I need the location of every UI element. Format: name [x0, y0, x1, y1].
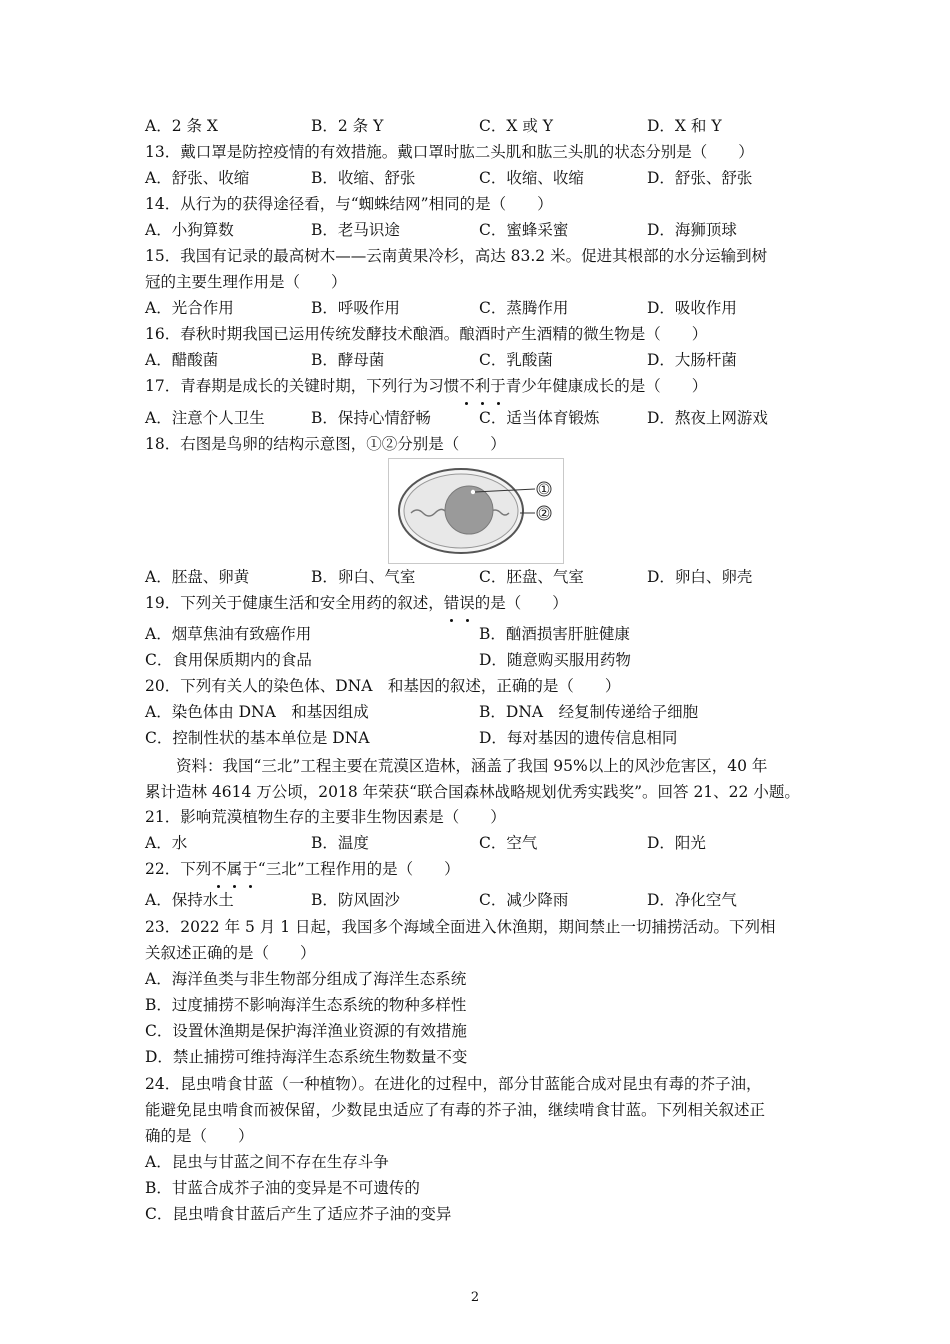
option-a: A．醋酸菌	[145, 351, 219, 369]
q19-stem	[145, 590, 815, 616]
option-a: A．染色体由 DNA 和基因组成	[145, 703, 369, 721]
q17-stem-post: 青少年健康成长的是（ ）	[505, 377, 708, 395]
q15-stem-line2: 冠的主要生理作用是（ ）	[145, 273, 347, 291]
q22-stem-pre: 22．下列	[145, 860, 212, 878]
option-d: D．卵白、卵壳	[647, 568, 753, 586]
q18-stem: 18．右图是鸟卵的结构示意图，①②分别是（ ）	[145, 435, 506, 453]
q17-options	[145, 405, 815, 431]
option-b: B．DNA 经复制传递给子细胞	[479, 703, 699, 721]
option-b: B．收缩、舒张	[311, 169, 416, 187]
q20-options-row1	[145, 699, 815, 725]
q13-options	[145, 165, 815, 191]
q23-option-d: D．禁止捕捞可维持海洋生态系统生物数量不变	[145, 1048, 468, 1066]
q17-stem	[145, 373, 815, 399]
option-d: D．熬夜上网游戏	[647, 409, 768, 427]
option-d: D．X 和 Y	[647, 117, 722, 135]
emphasis-char: 属	[227, 856, 243, 882]
option-a: A．水	[145, 834, 188, 852]
option-b: B．2 条 Y	[311, 117, 384, 135]
option-d: D．随意购买服用药物	[479, 651, 631, 669]
emphasis-char: 不	[211, 856, 227, 882]
emphasis-char: 误	[459, 590, 475, 616]
q22-stem	[145, 856, 815, 882]
q15-options	[145, 295, 815, 321]
q12-options	[145, 113, 815, 139]
q24-option-b: B．甘蓝合成芥子油的变异是不可遗传的	[145, 1179, 420, 1197]
q19-options-row1	[145, 621, 815, 647]
emphasis-char: 不	[459, 373, 475, 399]
option-c: C．X 或 Y	[479, 117, 553, 135]
page-number: 2	[470, 1290, 480, 1305]
option-b: B．呼吸作用	[311, 299, 400, 317]
q24-option-a: A．昆虫与甘蓝之间不存在生存斗争	[145, 1153, 389, 1171]
material-line1: 资料：我国“三北”工程主要在荒漠区造林，涵盖了我国 95%以上的风沙危害区，40 年	[176, 757, 768, 775]
q22-stem-post: “三北”工程作用的是（ ）	[257, 860, 460, 878]
q24-stem-line3: 确的是（ ）	[145, 1127, 254, 1145]
option-c: C．蒸腾作用	[479, 299, 569, 317]
q23-option-b: B．过度捕捞不影响海洋生态系统的物种多样性	[145, 996, 467, 1014]
bird-egg-diagram	[388, 458, 564, 564]
q17-stem-pre: 17．青春期是成长的关键时期，下列行为习惯	[145, 377, 460, 395]
q21-stem: 21．影响荒漠植物生存的主要非生物因素是（ ）	[145, 808, 506, 826]
option-b: B．保持心情舒畅	[311, 409, 431, 427]
q15-stem-line1: 15．我国有记录的最高树木——云南黄果冷杉，高达 83.2 米。促进其根部的水分运输到树	[145, 247, 768, 265]
q24-stem-line1: 24．昆虫啃食甘蓝（一种植物）。在进化的过程中，部分甘蓝能合成对昆虫有毒的芥子油，	[145, 1075, 762, 1093]
option-b: B．老马识途	[311, 221, 400, 239]
option-a: A．舒张、收缩	[145, 169, 250, 187]
q14-options	[145, 217, 815, 243]
option-b: B．酵母菌	[311, 351, 385, 369]
option-c: C．收缩、收缩	[479, 169, 584, 187]
option-c: C．空气	[479, 834, 538, 852]
emphasis-char: 于	[490, 373, 506, 399]
emphasis-char: 利	[475, 373, 491, 399]
option-d: D．大肠杆菌	[647, 351, 737, 369]
q20-stem: 20．下列有关人的染色体、DNA 和基因的叙述，正确的是（ ）	[145, 677, 621, 695]
option-b: B．卵白、气室	[311, 568, 416, 586]
option-d: D．每对基因的遗传信息相同	[479, 729, 678, 747]
emphasis-char: 于	[242, 856, 258, 882]
option-d: D．吸收作用	[647, 299, 737, 317]
option-c: C．蜜蜂采蜜	[479, 221, 569, 239]
option-d: D．阳光	[647, 834, 706, 852]
q22-options	[145, 887, 815, 913]
option-a: A．注意个人卫生	[145, 409, 265, 427]
q19-stem-pre: 19．下列关于健康生活和安全用药的叙述，	[145, 594, 444, 612]
q24-option-c: C．昆虫啃食甘蓝后产生了适应芥子油的变异	[145, 1205, 452, 1223]
option-c: C．食用保质期内的食品	[145, 651, 312, 669]
option-c: C．适当体育锻炼	[479, 409, 600, 427]
q19-stem-post: 的是（ ）	[474, 594, 568, 612]
option-a: A．小狗算数	[145, 221, 234, 239]
figure-label-2: ②	[537, 506, 551, 522]
q16-options	[145, 347, 815, 373]
q23-option-a: A．海洋鱼类与非生物部分组成了海洋生态系统	[145, 970, 467, 988]
figure-label-1: ①	[537, 482, 551, 498]
germinal-disc	[471, 490, 475, 494]
q14-stem: 14．从行为的获得途径看，与“蜘蛛结网”相同的是（ ）	[145, 195, 553, 213]
option-a: A．光合作用	[145, 299, 234, 317]
q19-options-row2	[145, 647, 815, 673]
q20-options-row2	[145, 725, 815, 751]
q16-stem: 16．春秋时期我国已运用传统发酵技术酿酒。酿酒时产生酒精的微生物是（ ）	[145, 325, 708, 343]
q24-stem-line2: 能避免昆虫啃食而被保留，少数昆虫适应了有毒的芥子油，继续啃食甘蓝。下列相关叙述正	[145, 1101, 766, 1119]
option-d: D．海狮顶球	[647, 221, 737, 239]
option-a: A．烟草焦油有致癌作用	[145, 625, 312, 643]
option-c: C．减少降雨	[479, 891, 569, 909]
option-a: A．保持水土	[145, 891, 234, 909]
option-b: B．温度	[311, 834, 369, 852]
q18-options	[145, 564, 815, 590]
option-b: B．防风固沙	[311, 891, 400, 909]
option-c: C．乳酸菌	[479, 351, 553, 369]
option-a: A．2 条 X	[145, 117, 218, 135]
q23-stem-line1: 23．2022 年 5 月 1 日起，我国多个海域全面进入休渔期，期间禁止一切捕捞活动。下列相	[145, 918, 776, 936]
q23-option-c: C．设置休渔期是保护海洋渔业资源的有效措施	[145, 1022, 467, 1040]
option-b: B．酗酒损害肝脏健康	[479, 625, 630, 643]
emphasis-char: 错	[444, 590, 460, 616]
q21-options	[145, 830, 815, 856]
q23-stem-line2: 关叙述正确的是（ ）	[145, 944, 316, 962]
option-c: C．胚盘、气室	[479, 568, 584, 586]
option-d: D．净化空气	[647, 891, 737, 909]
option-d: D．舒张、舒张	[647, 169, 753, 187]
option-c: C．控制性状的基本单位是 DNA	[145, 729, 370, 747]
option-a: A．胚盘、卵黄	[145, 568, 250, 586]
material-line2: 累计造林 4614 万公顷，2018 年荣获“联合国森林战略规划优秀实践奖”。回答 21、22 小题。	[145, 783, 800, 801]
egg-yolk	[445, 486, 493, 534]
bird-egg-svg	[389, 459, 563, 563]
q13-stem: 13．戴口罩是防控疫情的有效措施。戴口罩时肱二头肌和肱三头肌的状态分别是（ ）	[145, 143, 754, 161]
